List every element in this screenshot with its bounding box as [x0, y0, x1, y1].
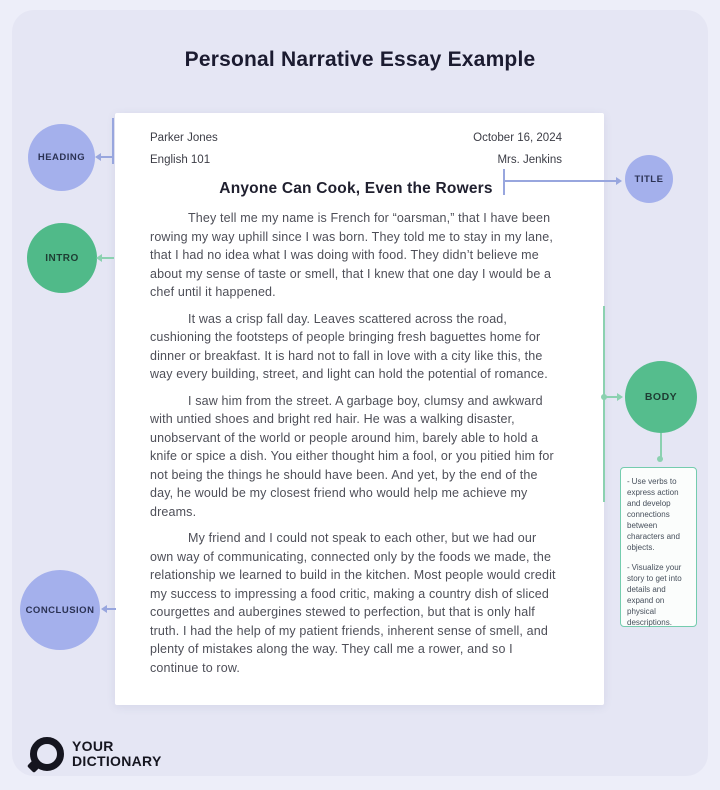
tip-item	[627, 476, 690, 553]
course-name: English 101	[150, 154, 211, 166]
body-tips-box	[620, 467, 697, 627]
intro-connector-line	[102, 257, 114, 259]
logo-line-2: DICTIONARY	[72, 753, 162, 769]
label-intro: INTRO	[27, 223, 97, 293]
label-body: BODY	[625, 361, 697, 433]
arrow-left-icon	[95, 153, 101, 161]
body-tips-connector-line	[660, 433, 662, 458]
student-name: Parker Jones	[150, 132, 218, 144]
essay-body	[150, 209, 562, 677]
label-heading: HEADING	[28, 124, 95, 191]
essay-heading-block	[150, 127, 562, 171]
label-conclusion: CONCLUSION	[20, 570, 100, 650]
page-title: Personal Narrative Essay Example	[184, 48, 536, 71]
conclusion-paragraph: My friend and I could not speak to each other, but we had our own way of communicating, connected only by the foods we made, the relationship we learned to build in the kitchen. Most people would credit my success to impressing a food critic, making a country dish of sliced courgettes and aubergines stewed to perfection, but that is only half truth. I had the help of my patient friends, inherent sense of smell, and plenty of mistakes along the way. They call me a rower, and so I continue to row.	[150, 531, 556, 675]
arrow-left-icon	[96, 254, 102, 262]
body-paragraph-1: It was a crisp fall day. Leaves scattered across the road, cushioning the footsteps of people bringing fresh baguettes home for dinner or breakfast. It is hard not to fall in love with a city like this, the way every building, street, and light can hold the potential of romance.	[150, 311, 548, 381]
essay-paper	[115, 113, 604, 705]
tip-bullet: -	[627, 563, 630, 572]
arrow-right-icon	[616, 177, 622, 185]
tip-text: Visualize your story to get into details and expand on physical descriptions.	[627, 563, 682, 627]
yourdictionary-logo-icon	[30, 737, 64, 771]
arrow-right-icon	[617, 393, 623, 401]
body-paragraph-2: I saw him from the street. A garbage boy, clumsy and awkward with untied shoes and bright red hair. He was a walking disaster, unobservant of the world or people around him, barely able to hold a knife or spice a dish. You either thought him a fool, or you pitied him for not being the things he should have been. And yet, by the end of the day, he would be my closest friend who would help me achieve my dreams.	[150, 393, 554, 519]
tip-bullet: -	[627, 477, 630, 486]
intro-paragraph: They tell me my name is French for “oarsman,” that I have been rowing my way uphill since I was born. They told me to stay in my lane, that I had no idea what I was doing with food. They didn’t believe me about my sense of taste or smell, that I knew that one day I would be a chef until it happened.	[150, 211, 553, 299]
title-bracket-line	[503, 169, 505, 195]
logo-wordmark	[72, 739, 162, 769]
yourdictionary-logo	[30, 737, 162, 771]
body-bracket-line	[603, 306, 605, 502]
heading-right-column	[473, 127, 562, 171]
arrow-left-icon	[101, 605, 107, 613]
teacher-name: Mrs. Jenkins	[497, 154, 562, 166]
connector-dot-icon	[657, 456, 663, 462]
heading-left-column	[150, 127, 218, 171]
title-connector-line	[503, 180, 617, 182]
label-title: TITLE	[625, 155, 673, 203]
tip-item	[627, 562, 690, 628]
essay-title: Anyone Can Cook, Even the Rowers	[219, 180, 493, 197]
logo-line-1: YOUR	[72, 738, 114, 754]
conclusion-connector-line	[107, 608, 116, 610]
heading-connector-line	[101, 156, 113, 158]
essay-date: October 16, 2024	[473, 132, 562, 144]
tip-text: Use verbs to express action and develop connections between characters and objects.	[627, 477, 680, 552]
